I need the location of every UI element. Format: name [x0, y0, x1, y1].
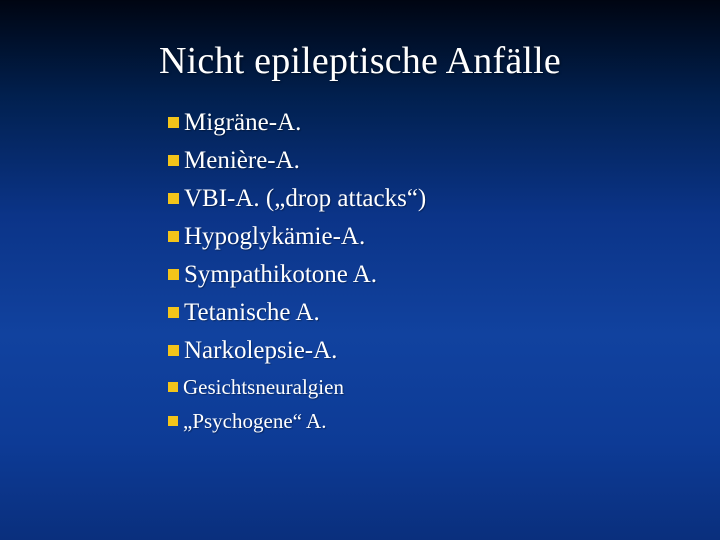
square-bullet-icon	[168, 269, 179, 280]
square-bullet-icon	[168, 231, 179, 242]
list-item	[168, 184, 688, 214]
list-item-label: Narkolepsie-A.	[184, 337, 338, 364]
list-item	[168, 260, 688, 290]
list-item-label: VBI-A. („drop attacks“)	[184, 185, 427, 212]
list-item-label: Sympathikotone A.	[184, 261, 378, 288]
slide-title: Nicht epileptische Anfälle	[159, 40, 561, 82]
list-item	[168, 108, 688, 138]
list-item-label: Gesichtsneuralgien	[183, 375, 344, 399]
list-item-label: „Psychogene“ A.	[183, 409, 327, 433]
list-item	[168, 298, 688, 328]
square-bullet-icon	[168, 117, 179, 128]
bullet-list	[168, 108, 688, 442]
list-item	[168, 222, 688, 252]
list-item-label: Hypoglykämie-A.	[184, 223, 366, 250]
list-item	[168, 146, 688, 176]
list-item	[168, 374, 688, 400]
list-item-label: Migräne-A.	[184, 109, 302, 136]
square-bullet-icon	[168, 345, 179, 356]
list-item	[168, 408, 688, 434]
square-bullet-icon	[168, 155, 179, 166]
list-item-label: Menière-A.	[184, 147, 300, 174]
list-item-label: Tetanische A.	[184, 299, 320, 326]
square-bullet-icon	[168, 416, 178, 426]
square-bullet-icon	[168, 382, 178, 392]
square-bullet-icon	[168, 193, 179, 204]
list-item	[168, 336, 688, 366]
square-bullet-icon	[168, 307, 179, 318]
